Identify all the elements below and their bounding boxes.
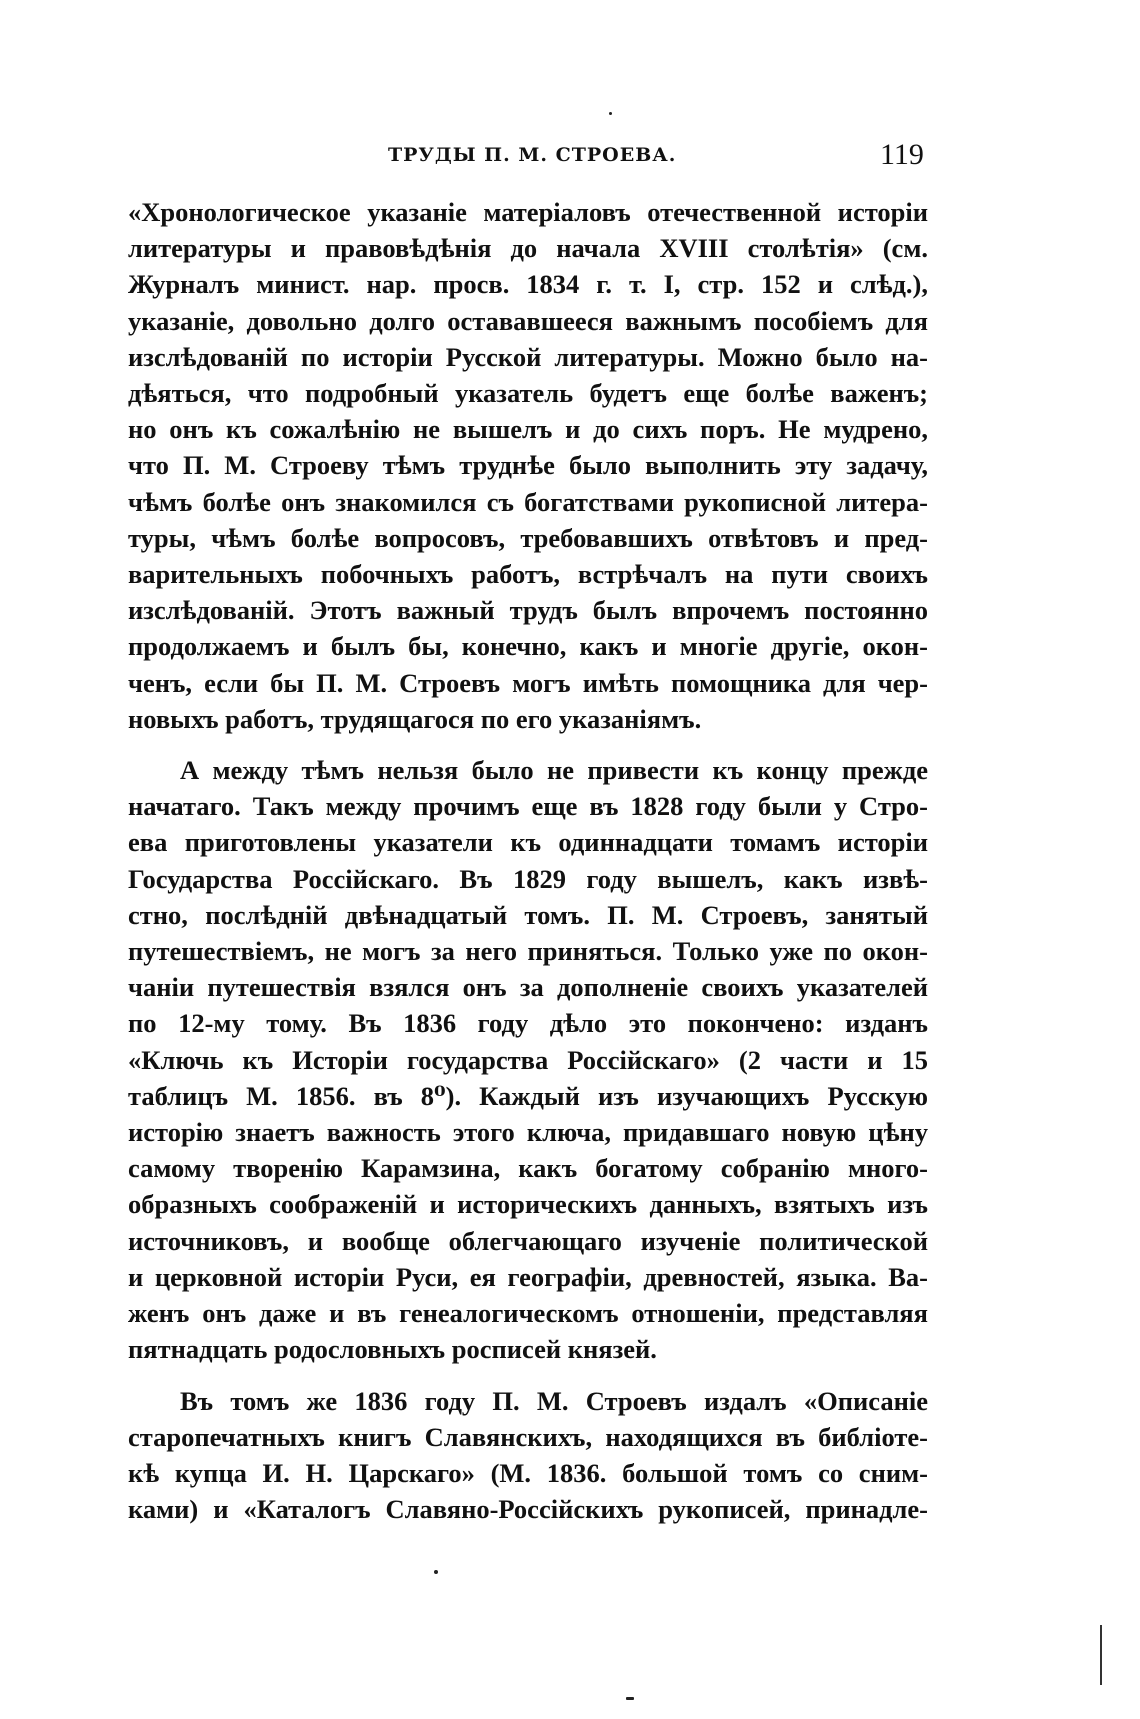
text-line: что П. М. Строеву тѣмъ труднѣе было выполнить эту задачу, bbox=[128, 450, 928, 481]
text-line: дѣяться, что подробный указатель будетъ еще болѣе важенъ; bbox=[128, 378, 928, 409]
text-line: образныхъ соображеній и историческихъ данныхъ, взятыхъ изъ bbox=[128, 1189, 928, 1220]
text-line: женъ онъ даже и въ генеалогическомъ отношеніи, представляя bbox=[128, 1298, 928, 1329]
text-line: варительныхъ побочныхъ работъ, встрѣчалъ на пути своихъ bbox=[128, 559, 928, 590]
page-header bbox=[0, 138, 1140, 178]
paragraph-1 bbox=[128, 194, 928, 737]
text-line: туры, чѣмъ болѣе вопросовъ, требовавшихъ отвѣтовъ и пред- bbox=[128, 522, 928, 553]
text-line: таблицъ М. 1856. въ 8⁰). Каждый изъ изучающихъ Русскую bbox=[128, 1080, 928, 1111]
text-line: Въ томъ же 1836 году П. М. Строевъ издалъ «Описаніе bbox=[180, 1385, 928, 1416]
page-number: 119 bbox=[880, 138, 924, 171]
paragraph-2 bbox=[128, 752, 928, 1367]
text-line: ева приготовлены указатели къ одиннадцати томамъ исторіи bbox=[128, 827, 928, 858]
text-line: по 12-му тому. Въ 1836 году дѣло это покончено: изданъ bbox=[128, 1008, 928, 1039]
text-line: чѣмъ болѣе онъ знакомился съ богатствами рукописной литера- bbox=[128, 486, 928, 517]
ink-speck bbox=[609, 112, 612, 115]
text-line: А между тѣмъ нельзя было не привести къ концу прежде bbox=[180, 755, 928, 786]
running-title: ТРУДЫ П. М. СТРОЕВА. bbox=[388, 144, 677, 166]
text-line: новыхъ работъ, трудящагося по его указаніямъ. bbox=[128, 703, 702, 734]
text-line: но онъ къ сожалѣнію не вышелъ и до сихъ поръ. Не мудрено, bbox=[128, 414, 928, 445]
text-line: самому творенію Карамзина, какъ богатому собранію много- bbox=[128, 1153, 928, 1184]
text-line: ченъ, если бы П. М. Строевъ могъ имѣть помощника для чер- bbox=[128, 667, 928, 698]
text-line: продолжаемъ и былъ бы, конечно, какъ и многіе другіе, окон- bbox=[128, 631, 928, 662]
text-line: указаніе, довольно долго остававшееся важнымъ пособіемъ для bbox=[128, 305, 928, 336]
text-line: изслѣдованій по исторіи Русской литературы. Можно было на- bbox=[128, 341, 928, 372]
text-line: старопечатныхъ книгъ Славянскихъ, находящихся въ библіоте- bbox=[128, 1421, 928, 1452]
text-line: чаніи путешествія взялся онъ за дополненіе своихъ указателей bbox=[128, 972, 928, 1003]
text-line: Журналъ минист. нар. просв. 1834 г. т. I, стр. 152 и слѣд.), bbox=[128, 269, 928, 300]
ink-speck bbox=[626, 1697, 634, 1700]
text-line: ками) и «Каталогъ Славяно-Россійскихъ рукописей, принадле- bbox=[128, 1494, 928, 1525]
text-line: пятнадцать родословныхъ росписей князей. bbox=[128, 1334, 657, 1365]
body-text bbox=[128, 194, 928, 1527]
text-line: литературы и правовѣдѣнія до начала XVIII столѣтія» (см. bbox=[128, 233, 928, 264]
scan-edge-mark bbox=[1100, 1625, 1102, 1685]
text-line: путешествіемъ, не могъ за него приняться. Только уже по окон- bbox=[128, 936, 928, 967]
text-line: Государства Россійскаго. Въ 1829 году вышелъ, какъ извѣ- bbox=[128, 863, 928, 894]
text-line: «Ключь къ Исторіи государства Россійскаго» (2 части и 15 bbox=[128, 1044, 928, 1075]
text-line: и церковной исторіи Руси, ея географіи, древностей, языка. Ва- bbox=[128, 1261, 928, 1292]
text-line: начатаго. Такъ между прочимъ еще въ 1828 году были у Стро- bbox=[128, 791, 928, 822]
paragraph-3 bbox=[128, 1383, 928, 1528]
text-line: стно, послѣдній двѣнадцатый томъ. П. М. Строевъ, занятый bbox=[128, 899, 928, 930]
text-line: изслѣдованій. Этотъ важный трудъ былъ впрочемъ постоянно bbox=[128, 595, 928, 626]
text-line: «Хронологическое указаніе матеріаловъ отечественной исторіи bbox=[128, 197, 928, 227]
text-line: источниковъ, и вообще облегчающаго изученіе политической bbox=[128, 1225, 928, 1256]
text-line: исторію знаетъ важность этого ключа, придавшаго новую цѣну bbox=[128, 1117, 928, 1148]
ink-speck bbox=[434, 1570, 438, 1574]
text-line: кѣ купца И. Н. Царскаго» (М. 1836. большой томъ со сним- bbox=[128, 1457, 928, 1488]
